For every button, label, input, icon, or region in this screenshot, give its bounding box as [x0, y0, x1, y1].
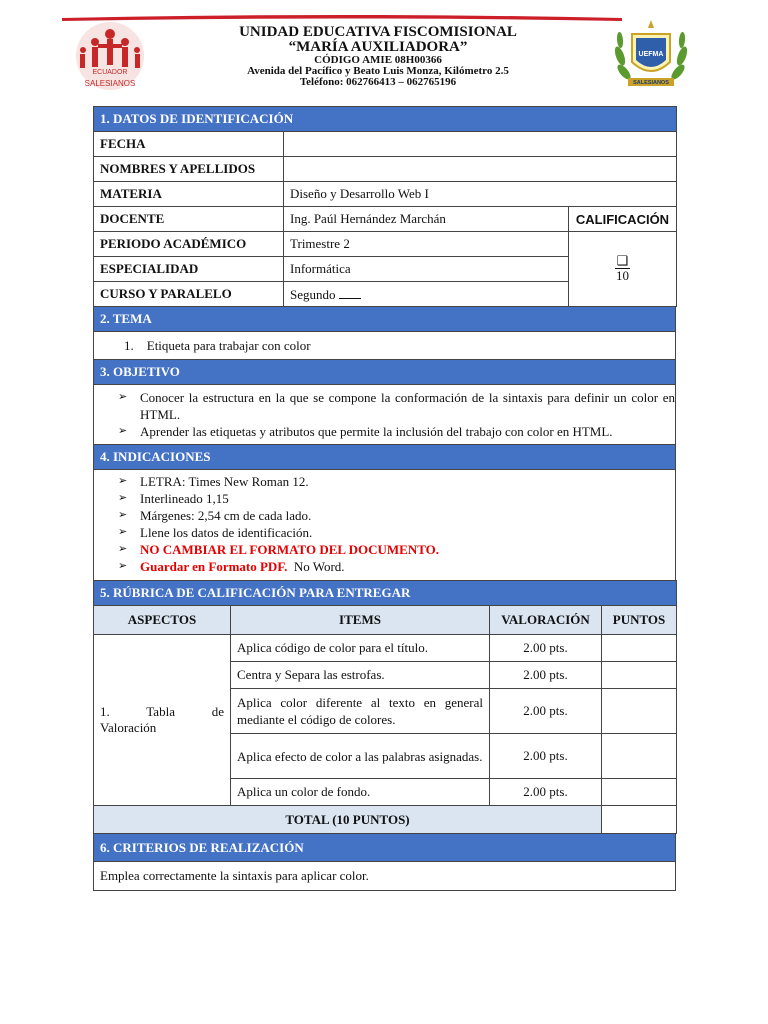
item-value: 2.00 pts.: [490, 779, 602, 806]
field-value-periodo: Trimestre 2: [284, 232, 569, 257]
arrow-bullet-icon: ➢: [118, 509, 128, 521]
field-label-curso: CURSO Y PARALELO: [94, 282, 284, 307]
item-value: 2.00 pts.: [490, 662, 602, 689]
section-6-title: 6. CRITERIOS DE REALIZACIÓN: [94, 834, 676, 862]
list-item: ➢ Conocer la estructura en la que se compone la conformación de la sintaxis para definir un color en HTML.: [118, 390, 675, 422]
list-item: ➢ Llene los datos de identificación.: [118, 525, 313, 540]
field-label-docente: DOCENTE: [94, 207, 284, 232]
curso-value: Segundo: [290, 286, 336, 302]
item-value: 2.00 pts.: [490, 734, 602, 779]
arrow-bullet-icon: ➢: [118, 492, 128, 504]
arrow-bullet-icon: ➢: [118, 425, 128, 437]
item-value: 2.00 pts.: [490, 689, 602, 734]
field-value-materia: Diseño y Desarrollo Web I: [284, 182, 677, 207]
column-header-puntos: PUNTOS: [602, 606, 677, 635]
paralelo-blank[interactable]: [339, 286, 361, 299]
header-red-bar: [62, 14, 622, 22]
grade-fraction: [615, 254, 631, 284]
objetivo-list: [94, 385, 675, 444]
field-label-materia: MATERIA: [94, 182, 284, 207]
field-label-especialidad: ESPECIALIDAD: [94, 257, 284, 282]
grade-box[interactable]: [569, 232, 677, 307]
indicaciones-table: [93, 444, 676, 581]
aspect-cell: 1. Tabla de Valoración: [94, 635, 231, 806]
right-logo-ribbon: SALESIANOS: [633, 80, 669, 86]
list-item: [118, 541, 675, 558]
list-item: [118, 558, 675, 575]
field-value-especialidad: Informática: [284, 257, 569, 282]
left-logo-name: SALESIANOS: [84, 79, 136, 88]
field-label-fecha: FECHA: [94, 132, 284, 157]
school-header: [160, 25, 596, 88]
list-item: ➢ Aprender las etiquetas y atributos que permite la inclusión del trabajo con color en HTML.: [118, 424, 613, 439]
indicaciones-list: [94, 470, 675, 580]
item-points[interactable]: [602, 734, 677, 779]
section-4-title: 4. INDICACIONES: [94, 445, 676, 470]
right-logo-text: UEFMA: [638, 51, 664, 58]
arrow-bullet-icon: ➢: [118, 526, 128, 538]
red-warning-pdf: Guardar en Formato PDF.: [140, 559, 288, 574]
arrow-bullet-icon: ➢: [118, 391, 128, 403]
item-points[interactable]: [602, 689, 677, 734]
grade-label: CALIFICACIÓN: [569, 207, 677, 232]
column-header-items: ITEMS: [231, 606, 490, 635]
salesianos-logo: [68, 22, 152, 96]
section-2-title: 2. TEMA: [94, 307, 676, 332]
tema-item-number: 1.: [124, 337, 134, 353]
tema-item-text: Etiqueta para trabajar con color: [146, 337, 311, 353]
school-name: UNIDAD EDUCATIVA FISCOMISIONAL: [239, 24, 517, 40]
item-text: Aplica código de color para el título.: [231, 635, 490, 662]
field-value-fecha[interactable]: [284, 132, 677, 157]
arrow-bullet-icon: ➢: [118, 560, 128, 572]
tema-item: [94, 332, 676, 360]
total-points[interactable]: [602, 806, 677, 834]
item-points[interactable]: [602, 779, 677, 806]
field-label-nombres: NOMBRES Y APELLIDOS: [94, 157, 284, 182]
table-row: [94, 635, 677, 662]
item-points[interactable]: [602, 662, 677, 689]
no-word-text: No Word.: [293, 559, 345, 574]
item-text: Aplica efecto de color a las palabras asignadas.: [231, 734, 490, 779]
tema-table: [93, 306, 676, 360]
item-text: Centra y Separa las estrofas.: [231, 662, 490, 689]
red-warning-format: NO CAMBIAR EL FORMATO DEL DOCUMENTO.: [140, 542, 440, 557]
section-5-title: 5. RÚBRICA DE CALIFICACIÓN PARA ENTREGAR: [94, 581, 677, 606]
school-subname: “MARÍA AUXILIADORA”: [288, 39, 468, 55]
school-phone: Teléfono: 062766413 – 062765196: [299, 76, 457, 88]
rubrica-table: [93, 580, 677, 834]
section-1-title: 1. DATOS DE IDENTIFICACIÓN: [94, 107, 677, 132]
school-address: Avenida del Pacífico y Beato Luis Monza, Kilómetro 2.5: [247, 65, 509, 77]
item-points[interactable]: [602, 635, 677, 662]
amie-code: CÓDIGO AMIE 08H00366: [314, 54, 442, 66]
document-form: [93, 106, 676, 891]
item-text: Aplica un color de fondo.: [231, 779, 490, 806]
arrow-bullet-icon: ➢: [118, 475, 128, 487]
left-logo-country: ECUADOR: [92, 69, 128, 76]
objetivo-table: [93, 359, 676, 445]
field-value-nombres[interactable]: [284, 157, 677, 182]
field-value-curso[interactable]: [284, 282, 569, 307]
list-item: ➢ Márgenes: 2,54 cm de cada lado.: [118, 508, 312, 523]
column-header-valoracion: VALORACIÓN: [490, 606, 602, 635]
column-header-aspectos: ASPECTOS: [94, 606, 231, 635]
item-value: 2.00 pts.: [490, 635, 602, 662]
item-text: Aplica color diferente al texto en general mediante el código de colores.: [231, 689, 490, 734]
list-item: ➢ Interlineado 1,15: [118, 491, 229, 506]
section-3-title: 3. OBJETIVO: [94, 360, 676, 385]
list-item: ➢ LETRA: Times New Roman 12.: [118, 474, 309, 489]
field-label-periodo: PERIODO ACADÉMICO: [94, 232, 284, 257]
field-value-docente: Ing. Paúl Hernández Marchán: [284, 207, 569, 232]
identification-table: [93, 106, 677, 307]
criterios-text: Emplea correctamente la sintaxis para aplicar color.: [94, 862, 676, 891]
grade-checkbox-icon: ❑: [616, 252, 629, 268]
uefma-crest-logo: [610, 16, 692, 100]
criterios-table: [93, 833, 676, 891]
total-label: TOTAL (10 PUNTOS): [94, 806, 602, 834]
arrow-bullet-icon: ➢: [118, 543, 128, 555]
grade-denominator: 10: [616, 268, 629, 284]
